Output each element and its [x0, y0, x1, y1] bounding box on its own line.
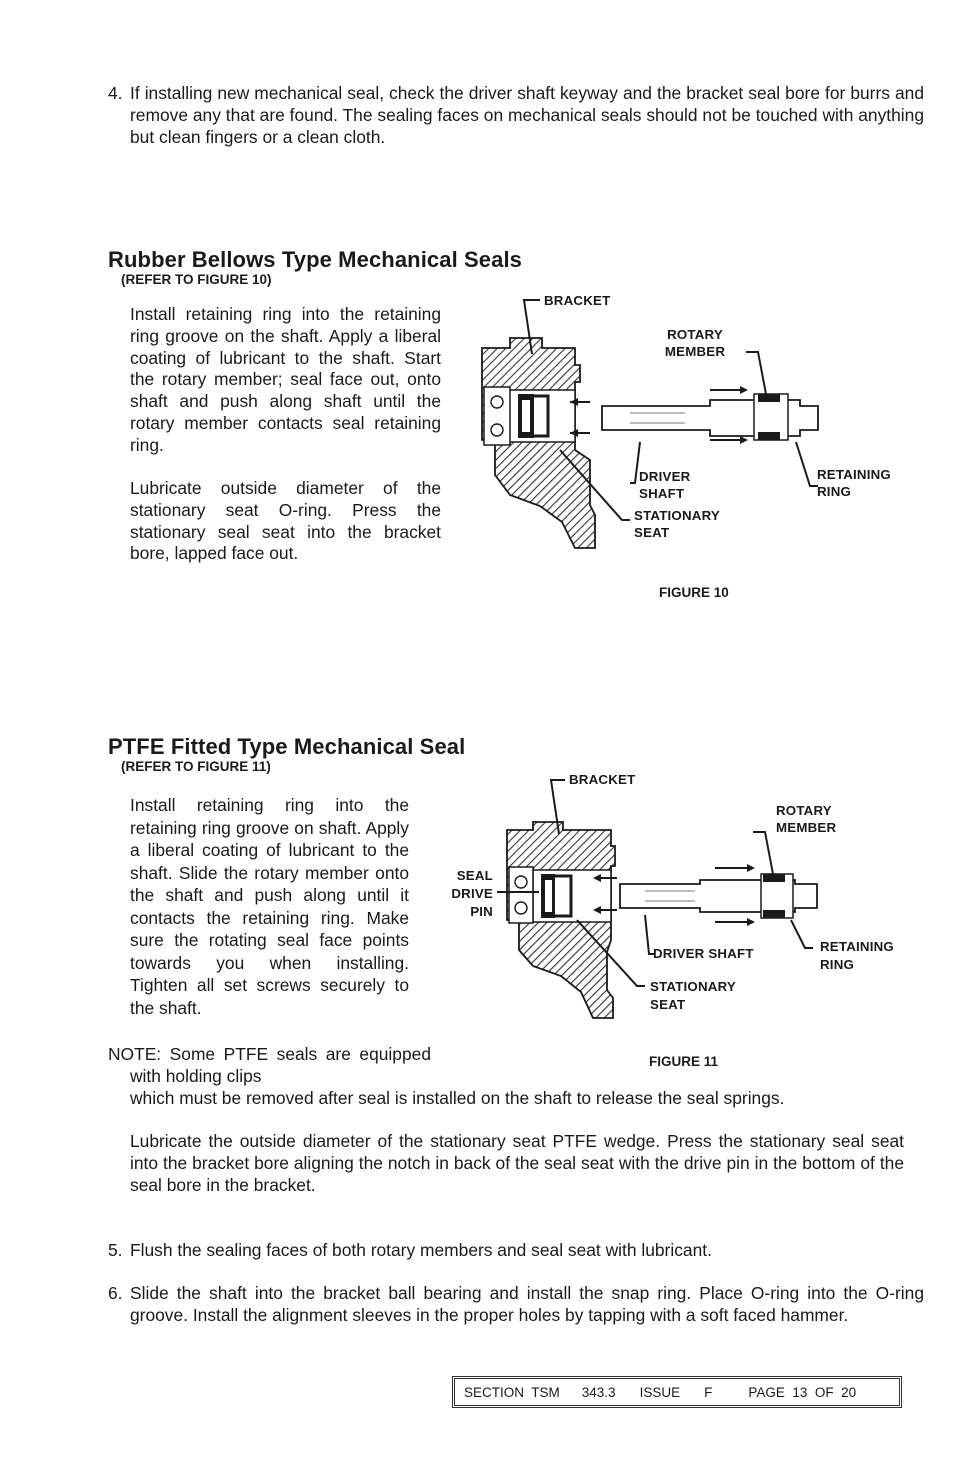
fig11-label-seal-3: PIN: [470, 904, 493, 919]
fig11-label-retaining-1: RETAINING: [820, 939, 894, 954]
fig10-label-driver-2: SHAFT: [639, 485, 685, 501]
footer-section: SECTION TSM: [464, 1384, 560, 1400]
fig10-label-stationary-1: STATIONARY: [634, 508, 720, 523]
step-6-number: 6.: [108, 1283, 123, 1303]
fig11-label-stationary-2: SEAT: [650, 997, 686, 1012]
footer-issue-value: F: [704, 1384, 713, 1400]
footer-issue: ISSUE: [639, 1384, 681, 1400]
fig10-label-stationary-seat: [634, 508, 720, 541]
step-5-number: 5.: [108, 1240, 123, 1260]
ptfe-note-rest: which must be removed after seal is installed on the shaft to release the seal springs.: [130, 1088, 785, 1108]
footer-page: PAGE 13 OF 20: [748, 1384, 857, 1400]
fig10-label-retaining-2: RING: [817, 483, 852, 499]
fig11-label-rotary-1: ROTARY: [776, 803, 832, 818]
ptfe-para-1: Install retaining ring into the retaining ring groove on shaft. Apply a liberal coating of lubricant to the shaft. Slide the rotary member onto the shaft and push along until it contacts the retaining ring. Make sure the rotating seal face points towards you when installing. Tighten all set screws securely to the shaft.: [130, 795, 409, 1018]
fig10-label-retaining-ring: [817, 467, 891, 500]
fig10-label-bracket: BRACKET: [544, 293, 611, 308]
fig11-label-stationary-1: STATIONARY: [650, 979, 736, 994]
fig11-label-seal-drive-pin: [445, 867, 493, 921]
rubber-bellows-heading: Rubber Bellows Type Mechanical Seals: [108, 247, 522, 272]
fig11-label-stationary-seat: [650, 978, 736, 1014]
step-4-text: If installing new mechanical seal, check the driver shaft keyway and the bracket seal bore for burrs and remove any that are found. The sealing faces on mechanical seals should not be touched with anything but clean fingers or a clean cloth.: [130, 83, 924, 147]
fig11-label-retaining-2: RING: [820, 957, 855, 972]
step-4: [108, 83, 924, 148]
fig10-label-retaining-1: RETAINING: [817, 467, 891, 482]
ptfe-refer: (REFER TO FIGURE 11): [121, 759, 271, 774]
rubber-bellows-para-1: Install retaining ring into the retaining ring groove on the shaft. Apply a liberal coating of lubricant to the shaft. Start the rotary member; seal face out, onto shaft and push along shaft until the rotary member contacts seal retaining ring.: [130, 304, 441, 455]
step-5-text: Flush the sealing faces of both rotary members and seal seat with lubricant.: [130, 1240, 712, 1260]
footer-tsm-number: 343.3: [581, 1384, 616, 1400]
step-6-text: Slide the shaft into the bracket ball bearing and install the snap ring. Place O-ring into the O-ring groove. Install the alignment sleeves in the proper holes by tapping with a soft faced hammer.: [130, 1283, 924, 1325]
fig10-label-driver-shaft: [639, 469, 690, 502]
fig11-label-rotary-2: MEMBER: [776, 819, 837, 835]
fig11-label-bracket: BRACKET: [569, 772, 636, 787]
fig10-label-rotary-member: [662, 327, 728, 360]
ptfe-heading: PTFE Fitted Type Mechanical Seal: [108, 734, 466, 759]
rubber-bellows-refer: (REFER TO FIGURE 10): [121, 272, 272, 287]
step-6: [108, 1283, 924, 1327]
fig11-label-seal-2: DRIVE: [451, 886, 493, 901]
fig11-label-driver-shaft: DRIVER SHAFT: [653, 946, 754, 961]
fig10-label-rotary-1: ROTARY: [667, 327, 723, 342]
rubber-bellows-para-2: Lubricate outside diameter of the stationary seat O-ring. Press the stationary seal seat into the bracket bore, lapped face out.: [130, 478, 441, 564]
fig11-label-seal-1: SEAL: [456, 868, 493, 883]
step-4-number: 4.: [108, 83, 123, 103]
page-footer: [452, 1376, 902, 1408]
fig11-label-rotary-member: [776, 803, 836, 836]
fig10-label-driver-1: DRIVER: [639, 469, 691, 484]
figure-10-caption: FIGURE 10: [659, 585, 729, 600]
figure-11-caption: FIGURE 11: [649, 1054, 719, 1069]
fig11-label-retaining-ring: [820, 938, 894, 974]
step-5: [108, 1240, 924, 1262]
ptfe-para-2: Lubricate the outside diameter of the stationary seat PTFE wedge. Press the stationary seal seat into the bracket bore aligning the notch in back of the seal seat with the drive pin in the bottom of the seal bore in the bracket.: [130, 1131, 904, 1195]
ptfe-note-first: NOTE: Some PTFE seals are equipped with holding clips: [108, 1044, 431, 1086]
fig10-label-stationary-2: SEAT: [634, 524, 670, 540]
fig10-label-rotary-2: MEMBER: [664, 343, 726, 359]
